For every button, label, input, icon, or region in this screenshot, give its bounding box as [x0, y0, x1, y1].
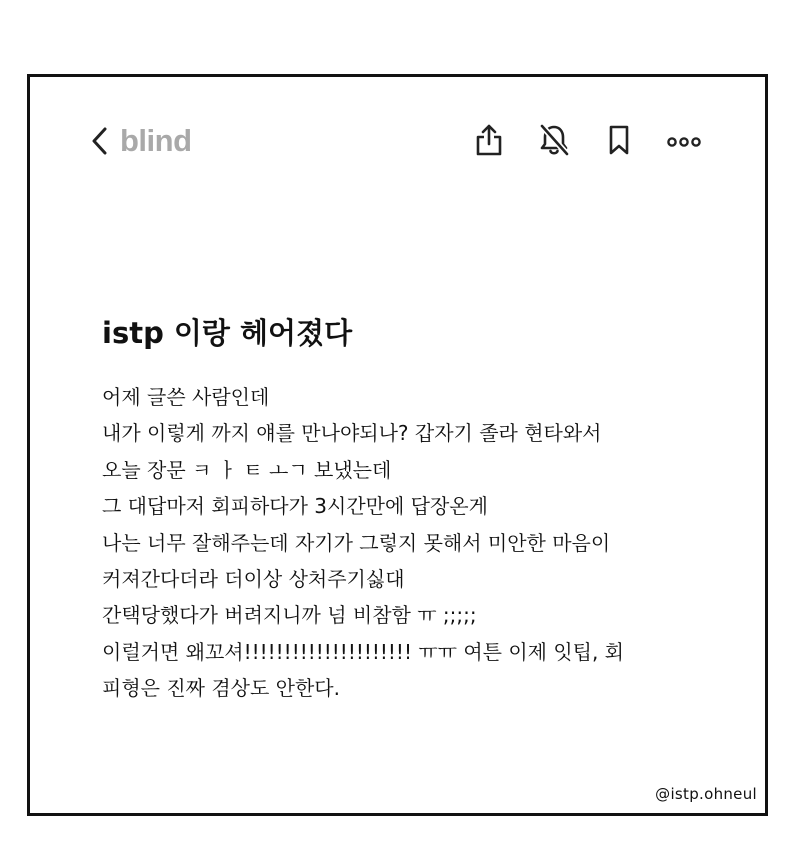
- more-button[interactable]: [667, 124, 701, 160]
- bell-off-icon: [538, 123, 570, 161]
- post-body-line: 피형은 진짜 겸상도 안한다.: [102, 676, 340, 701]
- bookmark-icon: [607, 124, 631, 160]
- post-body-line: 그 대답마저 회피하다가 3시간만에 답장온게: [102, 494, 488, 519]
- notifications-off-button[interactable]: [537, 124, 571, 160]
- post-body-line: 이럴거면 왜꼬셔!!!!!!!!!!!!!!!!!!!!! ㅠㅠ 여튼 이제 잇팁, 회: [102, 639, 624, 664]
- bookmark-button[interactable]: [602, 124, 636, 160]
- screenshot-frame: [27, 74, 768, 816]
- share-button[interactable]: [472, 124, 506, 160]
- more-horizontal-icon: [666, 133, 702, 152]
- post-body-line: 커져간다더라 더이상 상처주기싫대: [102, 567, 405, 592]
- post-body-line: 어제 글쓴 사람인데: [102, 385, 270, 409]
- post-body-line: 내가 이렇게 까지 얘를 만나야되나? 갑자기 졸라 현타와서: [102, 421, 602, 446]
- post-title: istp 이랑 헤어졌다: [102, 316, 353, 350]
- brand-logo: blind: [120, 123, 192, 158]
- post-body: [102, 379, 732, 707]
- post-body-line: 오늘 장문 ㅋ ㅏ ㅌ ㅗㄱ 보냈는데: [102, 457, 392, 482]
- post-body-line: 나는 너무 잘해주는데 자기가 그렇지 못해서 미안한 마음이: [102, 530, 611, 555]
- back-button[interactable]: [90, 123, 192, 159]
- action-bar: [472, 124, 701, 160]
- post-body-line: 간택당했다가 버려지니까 넘 비참함 ㅠ ;;;;;: [102, 603, 477, 628]
- top-bar: [30, 77, 765, 207]
- watermark: @istp.ohneul: [655, 785, 757, 803]
- chevron-left-icon: [90, 126, 108, 156]
- share-icon: [474, 123, 504, 161]
